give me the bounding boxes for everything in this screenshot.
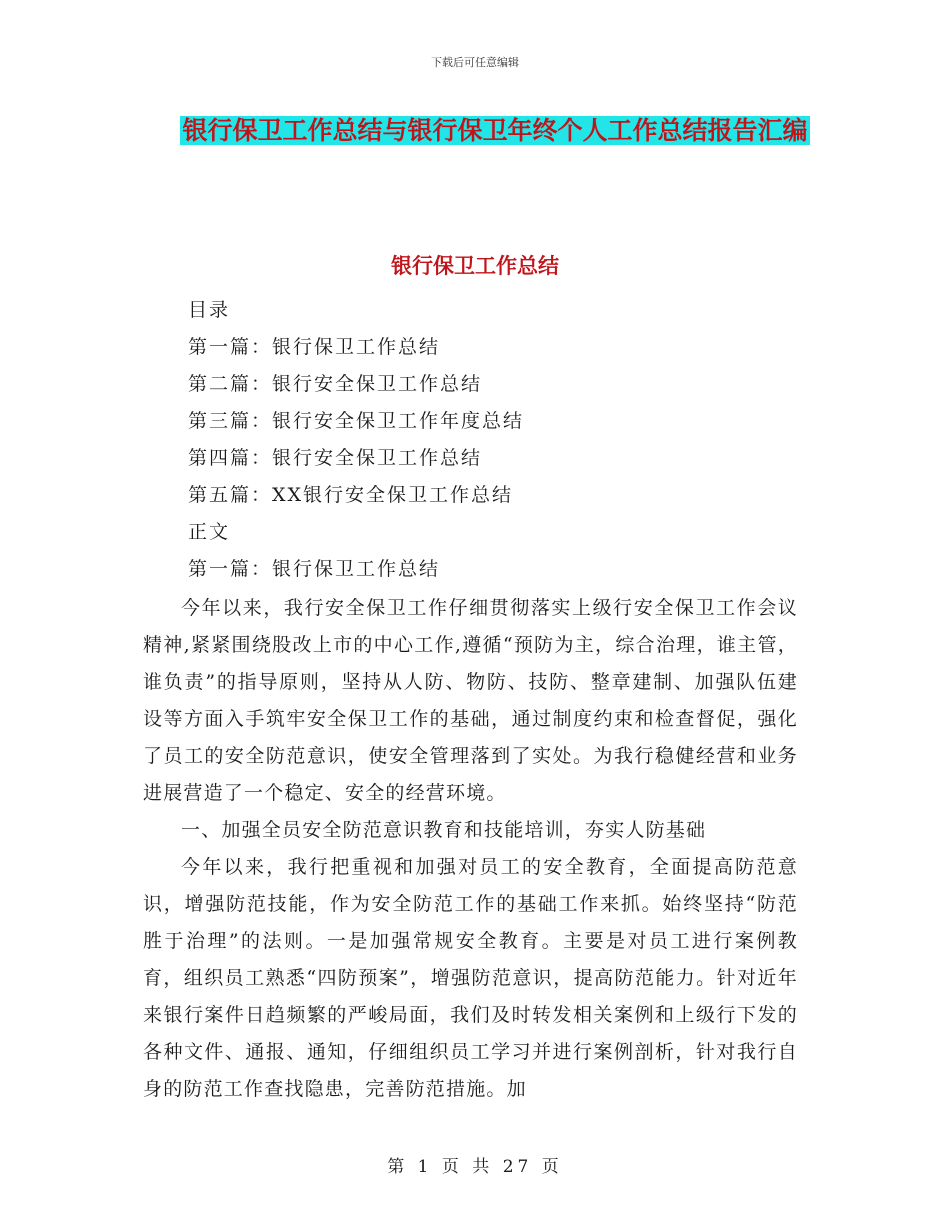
section-heading: 一、加强全员安全防范意识教育和技能培训，夯实人防基础 <box>181 819 707 841</box>
page-number: 第 1 页 共 27 页 <box>387 1157 563 1177</box>
paragraph: 今年以来，我行安全保卫工作仔细贯彻落实上级行安全保卫工作会议精神,紧紧围绕股改上市的中心工作,遵循“预防为主，综合治理，谁主管，谁负责”的指导原则，坚持从人防、物防、技防、整章建制、加强队伍建设等方面入手筑牢安全保卫工作的基础，通过制度约束和检查督促，强化了员工的安全防范意识，使安全管理落到了实处。为我行稳健经营和业务进展营造了一个稳定、安全的经营环境。 <box>143 597 798 804</box>
header-note: 下载后可任意编辑 <box>431 56 519 69</box>
toc-item: 第四篇：银行安全保卫工作总结 <box>188 447 483 469</box>
section-title: 银行保卫工作总结 <box>391 254 559 278</box>
toc-item: 第一篇：银行保卫工作总结 <box>188 336 441 358</box>
paragraph: 今年以来，我行把重视和加强对员工的安全教育，全面提高防范意识，增强防范技能，作为安全防范工作的基础工作来抓。始终坚持“防范胜于治理”的法则。一是加强常规安全教育。主要是对员工进行案例教育，组织员工熟悉“四防预案”，增强防范意识，提高防范能力。针对近年来银行案件日趋频繁的严峻局面，我们及时转发相关案例和上级行下发的各种文件、通报、通知，仔细组织员工学习并进行案例剖析，针对我行自身的防范工作查找隐患，完善防范措施。加 <box>143 856 798 1100</box>
document-title-text: 银行保卫工作总结与银行保卫年终个人工作总结报告汇编 <box>182 116 808 145</box>
body-text <box>143 590 798 1108</box>
toc-item: 第三篇：银行安全保卫工作年度总结 <box>188 410 525 432</box>
document-title <box>145 108 845 153</box>
toc-item: 第五篇：XX银行安全保卫工作总结 <box>188 484 514 506</box>
toc-heading: 目录 <box>188 299 231 321</box>
table-of-contents <box>188 292 828 588</box>
toc-item: 第二篇：银行安全保卫工作总结 <box>188 373 483 395</box>
body-heading: 正文 <box>188 521 231 543</box>
chapter-heading: 第一篇：银行保卫工作总结 <box>188 558 441 580</box>
